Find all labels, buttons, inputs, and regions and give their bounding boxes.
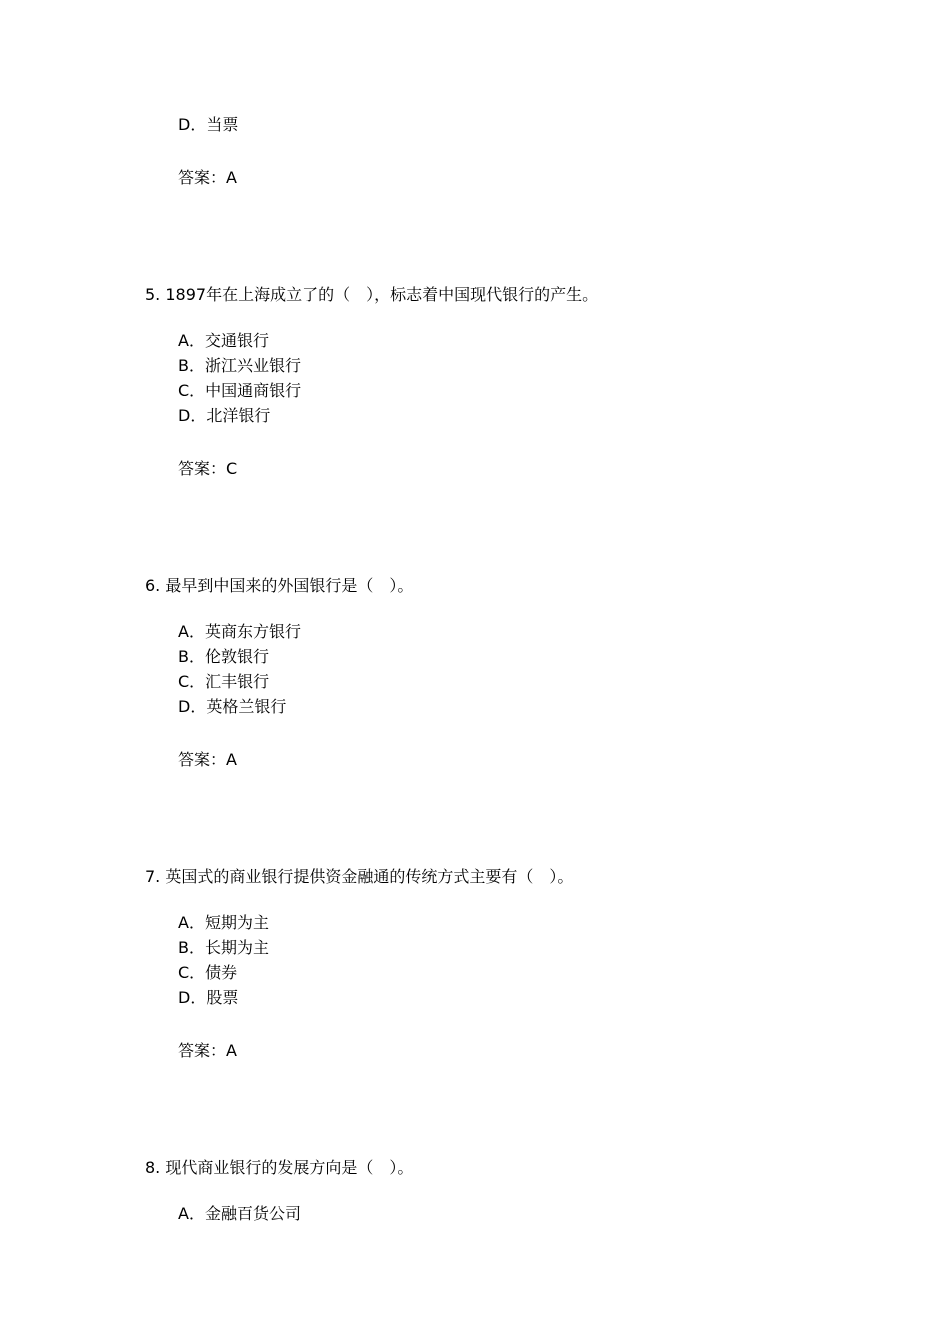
question-6-answer: 答案：A <box>178 750 237 769</box>
prev-answer: 答案：A <box>178 168 237 187</box>
question-6-option-c: C．汇丰银行 <box>178 672 270 691</box>
question-5-option-c: C．中国通商银行 <box>178 381 302 400</box>
question-6-option-b: B．伦敦银行 <box>178 647 269 666</box>
question-5-option-b: B．浙江兴业银行 <box>178 356 301 375</box>
question-5-option-d: D．北洋银行 <box>178 406 271 425</box>
question-5-text: 5. 1897年在上海成立了的（ ），标志着中国现代银行的产生。 <box>145 285 599 304</box>
question-5-answer: 答案：C <box>178 459 238 478</box>
question-6-option-a: A．英商东方银行 <box>178 622 301 641</box>
question-7-answer: 答案：A <box>178 1041 237 1060</box>
question-5-option-a: A．交通银行 <box>178 331 269 350</box>
question-7-option-b: B．长期为主 <box>178 938 269 957</box>
question-7-option-c: C．债券 <box>178 963 238 982</box>
question-8-option-a: A．金融百货公司 <box>178 1204 301 1223</box>
question-6-option-d: D．英格兰银行 <box>178 697 287 716</box>
question-6-text: 6. 最早到中国来的外国银行是（ ）。 <box>145 576 414 595</box>
question-7-option-a: A．短期为主 <box>178 913 269 932</box>
question-8-text: 8. 现代商业银行的发展方向是（ ）。 <box>145 1158 414 1177</box>
question-7-option-d: D．股票 <box>178 988 239 1007</box>
question-7-text: 7. 英国式的商业银行提供资金融通的传统方式主要有（ ）。 <box>145 867 574 886</box>
prev-option-d: D．当票 <box>178 115 239 134</box>
